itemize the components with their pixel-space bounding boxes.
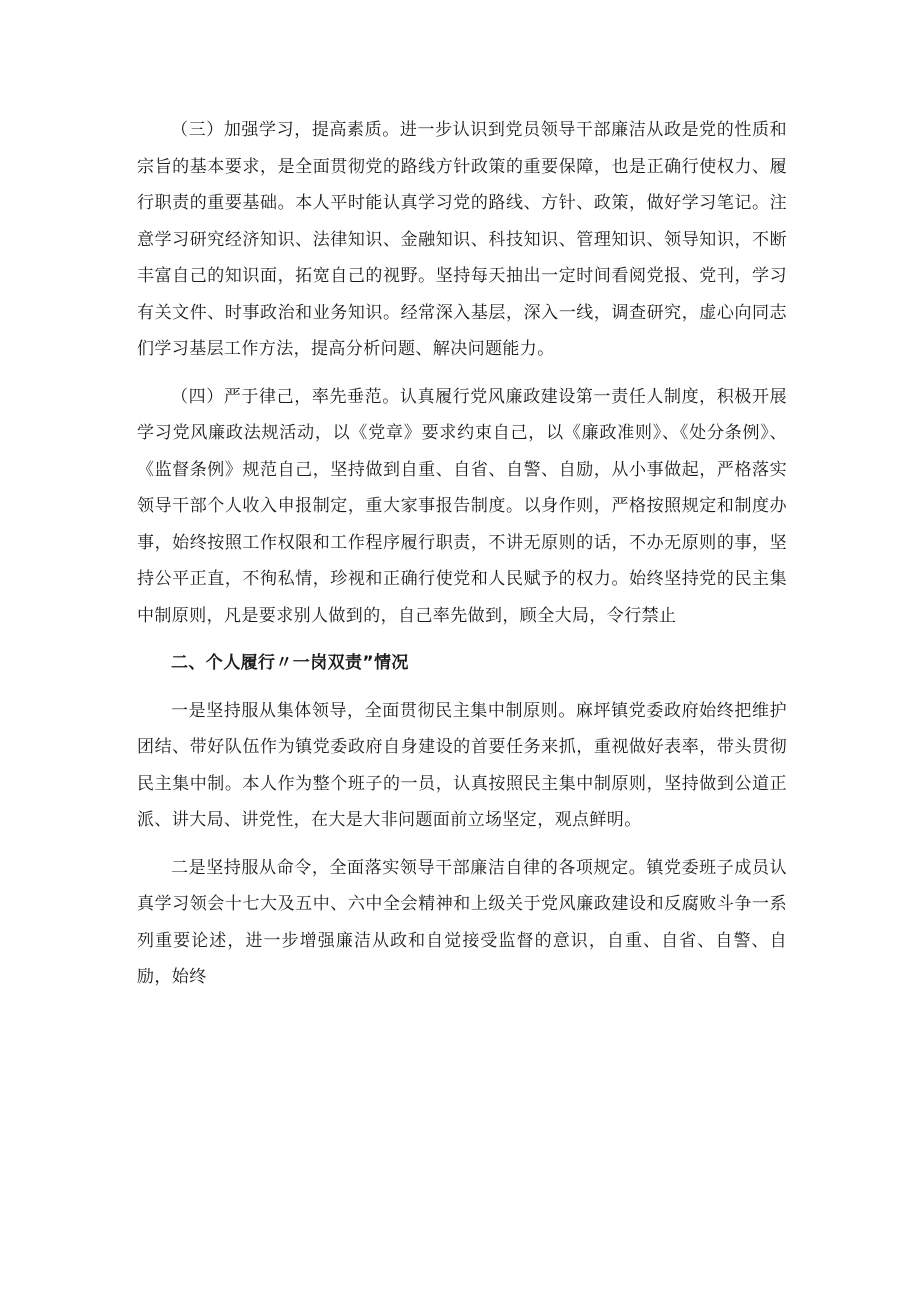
paragraph-collective-leadership: 一是坚持服从集体领导，全面贯彻民主集中制原则。麻坪镇党委政府始终把维护团结、带好队伍作为镇党委政府自身建设的首要任务来抓，重视做好表率，带头贯彻民主集中制。本人作为整个班子的一员，认真按照民主集中制原则，坚持做到公道正派、讲大局、讲党性，在大是大非问题面前立场坚定，观点鲜明。 (137, 700, 787, 830)
paragraph-strengthen-learning: （三）加强学习，提高素质。进一步认识到党员领导干部廉洁从政是党的性质和宗旨的基本要求，是全面贯彻党的路线方针政策的重要保障，也是正确行使权力、履行职责的重要基础。本人平时能认真学习党的路线、方针、政策，做好学习笔记。注意学习研究经济知识、法律知识、金融知识、科技知识、管理知识、领导知识，不断丰富自己的知识面，拓宽自己的视野。坚持每天抽出一定时间看阅党报、党刊，学习有关文件、时事政治和业务知识。经常深入基层，深入一线，调查研究，虚心向同志们学习基层工作方法，提高分析问题、解决问题能力。 (137, 120, 787, 359)
section-heading: 二、个人履行〃一岗双责”情况 (171, 653, 409, 673)
paragraph-self-discipline: （四）严于律己，率先垂范。认真履行党风廉政建设第一责任人制度，积极开展学习党风廉政法规活动，以《党章》要求约束自己，以《廉政准则》、《处分条例》、《监督条例》规范自己，坚持做到自重、自省、自警、自励，从小事做起，严格落实领导干部个人收入申报制定，重大家事报告制度。以身作则，严格按照规定和制度办事，始终按照工作权限和工作程序履行职责，不讲无原则的话，不办无原则的事，坚持公平正直，不徇私情，珍视和正确行使党和人民赋予的权力。始终坚持党的民主集中制原则，凡是要求别人做到的，自己率先做到，顾全大局，令行禁止 (137, 386, 787, 626)
paragraph-obey-orders: 二是坚持服从命令，全面落实领导干部廉洁自律的各项规定。镇党委班子成员认真学习领会十七大及五中、六中全会精神和上级关于党风廉政建设和反腐败斗争一系列重要论述，进一步增强廉洁从政和自觉接受监督的意识，自重、自省、自警、自励，始终 (137, 857, 787, 987)
document-body (137, 112, 787, 1007)
